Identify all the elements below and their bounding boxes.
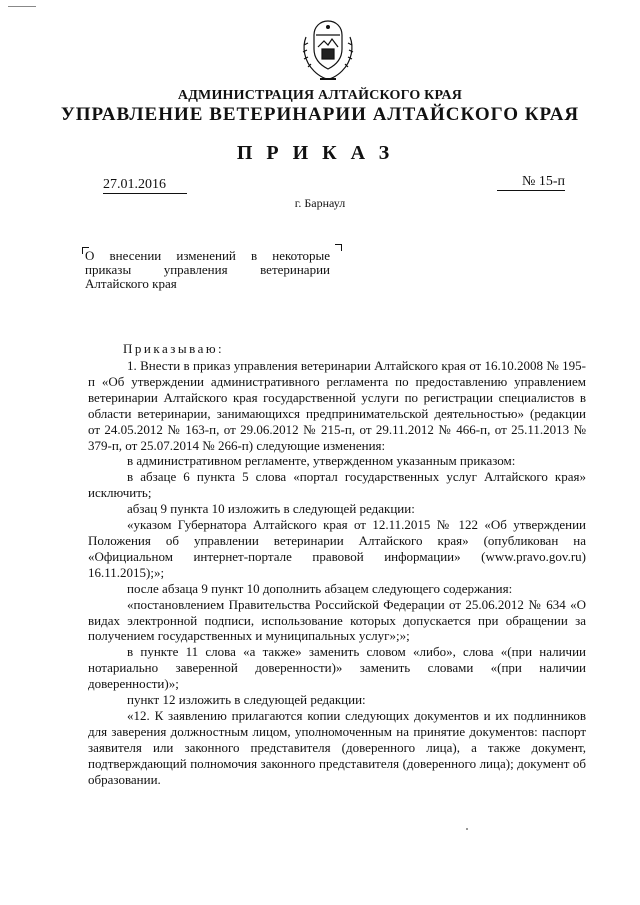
document-type: ПРИКАЗ: [236, 142, 404, 164]
scan-speck: [466, 828, 468, 830]
corner-scan-mark: [8, 6, 36, 7]
paragraph: «постановлением Правительства Российской Федерации от 25.06.2012 № 634 «О видах электронной подписи, использование которых допускается при обращении за получением государственных и муниципальных услуг»;»;: [88, 596, 586, 644]
order-number: № 15-п: [497, 174, 565, 191]
paragraph: в административном регламенте, утвержденном указанным приказом:: [127, 453, 516, 469]
department-name: УПРАВЛЕНИЕ ВЕТЕРИНАРИИ АЛТАЙСКОГО КРАЯ: [60, 104, 580, 125]
organization-name: АДМИНИСТРАЦИЯ АЛТАЙСКОГО КРАЯ: [177, 88, 463, 103]
order-word: Приказываю:: [123, 341, 225, 356]
paragraph: абзац 9 пункта 10 изложить в следующей редакции:: [127, 501, 415, 517]
city: г. Барнаул: [294, 196, 346, 210]
title-bracket-right: [335, 244, 342, 251]
order-body: [88, 358, 586, 787]
paragraph: пункт 12 изложить в следующей редакции:: [127, 692, 366, 708]
order-date: 27.01.2016: [103, 177, 187, 194]
order-title: О внесении изменений в некоторые приказы управления ветеринарии Алтайского края: [85, 248, 330, 291]
paragraph: «указом Губернатора Алтайского края от 12.11.2015 № 122 «Об утверждении Положения об управлении ветеринарии Алтайского края» (опубликован на «Официальном интернет-портале правовой информации» (www.pravo.gov.ru) 16.11.2015);»;: [88, 517, 586, 580]
paragraph: в пункте 11 слова «а также» заменить словом «либо», слова «(при наличии нотариально заверенной доверенности)» заменить словами «(при наличии доверенности)»;: [88, 644, 586, 692]
paragraph: «12. К заявлению прилагаются копии следующих документов и их подлинников для заверения должностным лицом, уполномоченным на принятие документов: паспорт заявителя или законного представителя (доверенного лица), а также документ, подтверждающий полномочия законного представителя (доверенного лица); документ об образовании.: [88, 707, 586, 787]
coat-of-arms-icon: [296, 17, 360, 83]
paragraph: в абзаце 6 пункта 5 слова «портал государственных услуг Алтайского края» исключить;: [88, 469, 586, 501]
paragraph: после абзаца 9 пункт 10 дополнить абзацем следующего содержания:: [127, 580, 513, 596]
paragraph: 1. Внести в приказ управления ветеринарии Алтайского края от 16.10.2008 № 195-п «Об утверждении административного регламента по предоставлению управлением ветеринарии Алтайского края государственной услуги по регистрации специалистов в области ветеринарии, занимающихся предпринимательской деятельностью» (редакции от 24.05.2012 № 163-п, от 29.06.2012 № 215-п, от 29.11.2012 № 466-п, от 25.11.2013 № 379-п, от 25.07.2014 № 266-п) следующие изменения:: [88, 358, 586, 453]
